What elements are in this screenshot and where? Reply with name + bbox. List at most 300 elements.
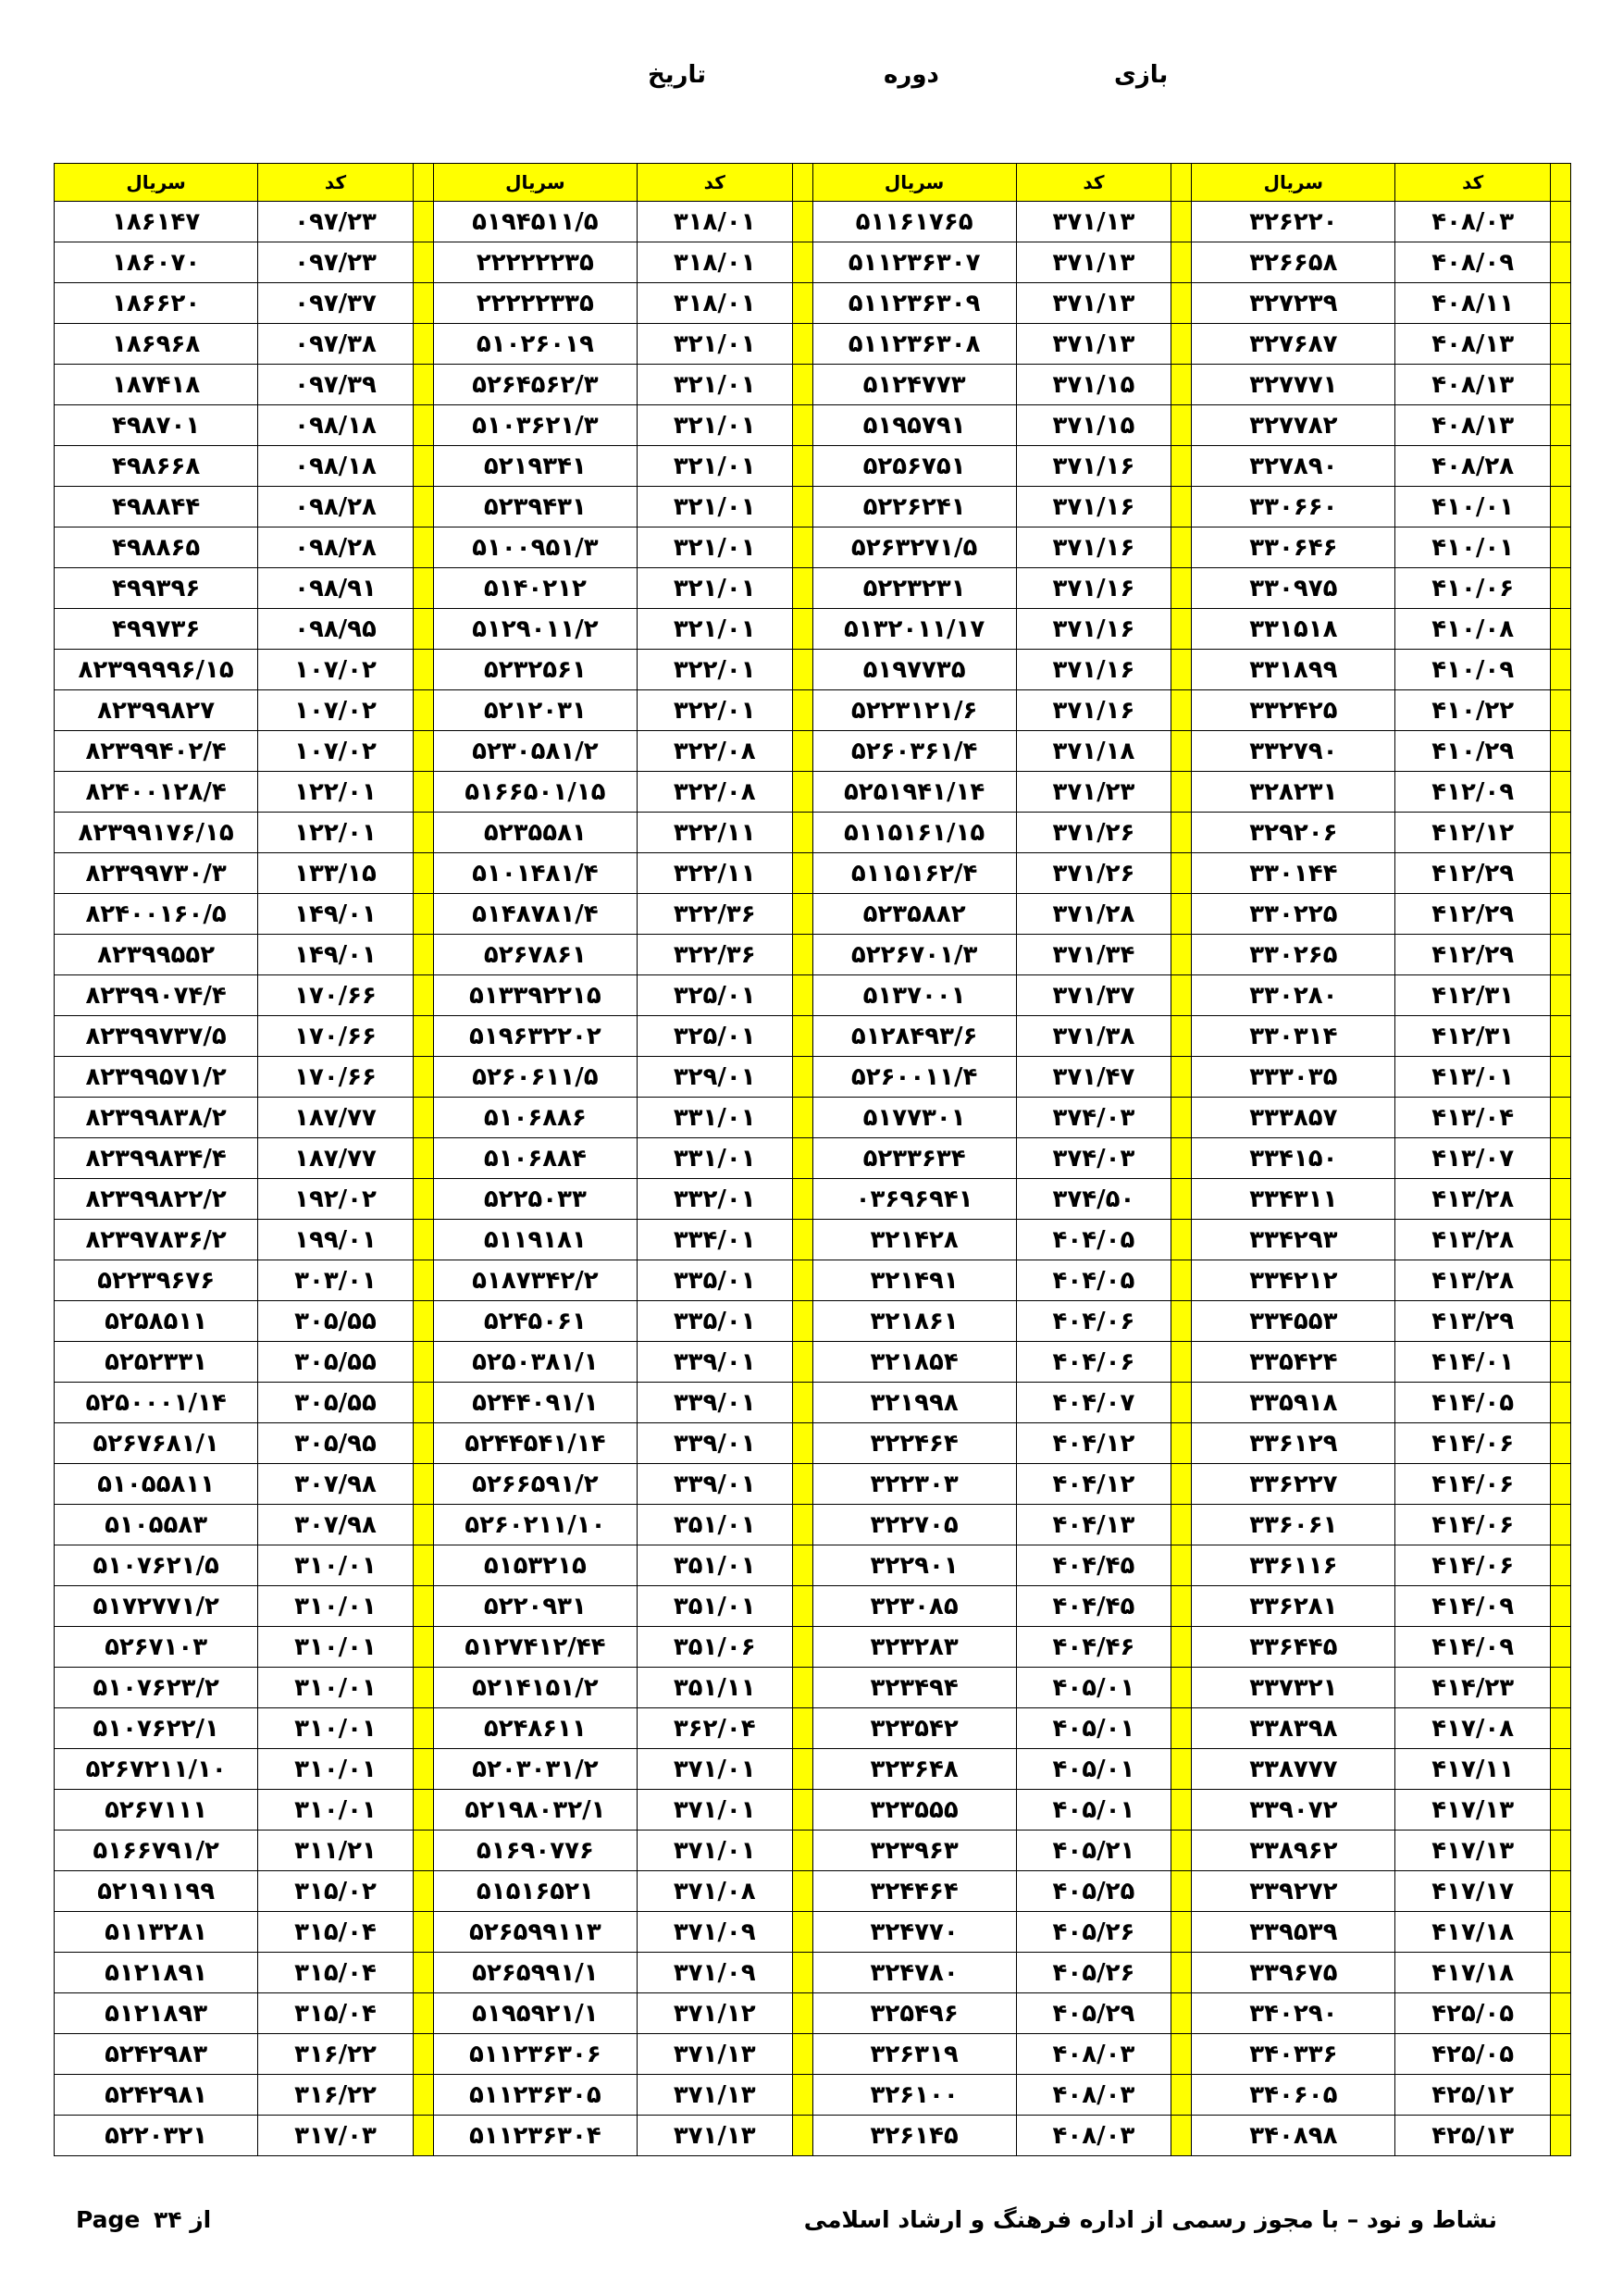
code-cell: ۴۰۴/۱۳ [1016, 1505, 1171, 1545]
code-cell: ۳۱۰/۰۱ [258, 1790, 414, 1831]
code-cell: ۴۱۷/۱۳ [1395, 1831, 1551, 1871]
table-row [55, 935, 1571, 975]
serial-cell: ۳۳۶۲۸۱ [1192, 1586, 1395, 1627]
table-row [55, 283, 1571, 324]
code-cell: ۴۰۸/۲۸ [1395, 446, 1551, 487]
code-cell: ۳۷۱/۱۶ [1016, 446, 1171, 487]
code-cell: ۰۹۸/۹۵ [258, 609, 414, 650]
separator-cell [1550, 1831, 1570, 1871]
code-cell: ۴۰۴/۴۵ [1016, 1545, 1171, 1586]
code-cell: ۳۷۱/۱۵ [1016, 405, 1171, 446]
serial-cell: ۸۲۳۹۹۸۲۲/۲ [55, 1179, 258, 1220]
serial-cell: ۳۳۶۰۶۱ [1192, 1505, 1395, 1545]
code-cell: ۴۰۴/۴۶ [1016, 1627, 1171, 1668]
table-row [55, 1505, 1571, 1545]
serial-cell: ۳۳۰۹۷۵ [1192, 568, 1395, 609]
separator-cell [792, 772, 812, 813]
code-header: کد [258, 164, 414, 202]
code-cell: ۴۱۰/۲۲ [1395, 690, 1551, 731]
code-cell: ۳۷۱/۱۶ [1016, 650, 1171, 690]
serial-cell: ۸۲۳۹۹۹۹۶/۱۵ [55, 650, 258, 690]
separator-cell [1550, 1464, 1570, 1505]
serial-cell: ۵۱۲۱۸۹۱ [55, 1953, 258, 1993]
serial-cell: ۱۸۶۱۴۷ [55, 202, 258, 242]
serial-cell: ۳۲۴۷۷۰ [812, 1912, 1016, 1953]
code-cell: ۳۲۱/۰۱ [637, 568, 792, 609]
code-cell: ۳۷۱/۱۳ [1016, 242, 1171, 283]
code-cell: ۰۹۸/۲۸ [258, 487, 414, 527]
serial-cell: ۵۱۶۹۰۷۷۶ [433, 1831, 637, 1871]
serial-cell: ۳۴۰۸۹۸ [1192, 2116, 1395, 2156]
separator-cell [1550, 1545, 1570, 1586]
serial-cell: ۱۸۶۹۶۸ [55, 324, 258, 365]
separator-cell [1550, 894, 1570, 935]
separator-cell [1550, 1342, 1570, 1383]
code-cell: ۴۰۸/۰۳ [1016, 2034, 1171, 2075]
separator-cell [792, 2116, 812, 2156]
code-cell: ۳۲۲/۳۶ [637, 935, 792, 975]
code-cell: ۱۸۷/۷۷ [258, 1138, 414, 1179]
separator-cell [1550, 365, 1570, 405]
separator-cell [1550, 1749, 1570, 1790]
serial-cell: ۳۲۷۲۳۹ [1192, 283, 1395, 324]
serial-header: سریال [1192, 164, 1395, 202]
separator-cell [792, 1708, 812, 1749]
separator-cell [792, 405, 812, 446]
separator-cell [413, 1464, 433, 1505]
serial-cell: ۵۲۳۵۸۸۲ [812, 894, 1016, 935]
serial-cell: ۵۱۱۵۱۶۲/۴ [812, 853, 1016, 894]
separator-cell [792, 1627, 812, 1668]
serial-cell: ۳۳۵۴۲۴ [1192, 1342, 1395, 1383]
serial-cell: ۵۲۳۰۵۸۱/۲ [433, 731, 637, 772]
serial-cell: ۵۱۰۷۶۲۳/۲ [55, 1668, 258, 1708]
separator-cell [1550, 1301, 1570, 1342]
code-cell: ۳۳۹/۰۱ [637, 1423, 792, 1464]
code-cell: ۳۲۱/۰۱ [637, 527, 792, 568]
code-cell: ۳۷۱/۱۳ [1016, 283, 1171, 324]
serial-cell: ۵۱۰۳۶۲۱/۳ [433, 405, 637, 446]
separator-cell [1171, 164, 1192, 202]
serial-cell: ۳۲۲۴۶۴ [812, 1423, 1016, 1464]
separator-cell [1171, 1138, 1192, 1179]
separator-cell [1171, 1545, 1192, 1586]
table-row [55, 1098, 1571, 1138]
code-cell: ۳۱۵/۰۴ [258, 1993, 414, 2034]
serial-cell: ۴۹۸۷۰۱ [55, 405, 258, 446]
separator-cell [413, 568, 433, 609]
separator-cell [1550, 1016, 1570, 1057]
serial-cell: ۳۴۰۲۹۰ [1192, 1993, 1395, 2034]
separator-cell [1550, 1138, 1570, 1179]
separator-cell [1550, 2034, 1570, 2075]
serial-header: سریال [55, 164, 258, 202]
code-cell: ۳۵۱/۰۱ [637, 1505, 792, 1545]
separator-cell [1171, 1464, 1192, 1505]
code-cell: ۳۲۱/۰۱ [637, 365, 792, 405]
serial-cell: ۵۲۶۰۰۱۱/۴ [812, 1057, 1016, 1098]
separator-cell [1171, 650, 1192, 690]
table-row [55, 1586, 1571, 1627]
code-cell: ۴۰۵/۰۱ [1016, 1790, 1171, 1831]
header-date-label: تاریخ [648, 61, 706, 89]
serial-cell: ۲۲۲۲۲۲۳۵ [433, 242, 637, 283]
separator-cell [1171, 935, 1192, 975]
code-cell: ۴۱۰/۰۱ [1395, 527, 1551, 568]
code-cell: ۰۹۸/۱۸ [258, 446, 414, 487]
table-row [55, 1749, 1571, 1790]
table-row [55, 527, 1571, 568]
code-cell: ۳۳۹/۰۱ [637, 1383, 792, 1423]
separator-cell [792, 1912, 812, 1953]
code-cell: ۳۰۷/۹۸ [258, 1464, 414, 1505]
separator-cell [413, 2034, 433, 2075]
code-header: کد [1016, 164, 1171, 202]
serial-cell: ۳۳۰۱۴۴ [1192, 853, 1395, 894]
table-row [55, 894, 1571, 935]
code-cell: ۴۰۴/۱۲ [1016, 1423, 1171, 1464]
separator-cell [792, 1423, 812, 1464]
separator-cell [413, 690, 433, 731]
separator-cell [792, 1749, 812, 1790]
code-cell: ۳۷۱/۱۵ [1016, 365, 1171, 405]
code-cell: ۳۲۱/۰۱ [637, 405, 792, 446]
serial-cell: ۸۲۳۹۹۸۲۷ [55, 690, 258, 731]
separator-cell [1171, 446, 1192, 487]
serial-cell: ۳۳۰۲۲۵ [1192, 894, 1395, 935]
serial-cell: ۵۱۰۶۸۸۶ [433, 1098, 637, 1138]
separator-cell [413, 1301, 433, 1342]
table-row [55, 1423, 1571, 1464]
code-cell: ۴۱۲/۲۹ [1395, 894, 1551, 935]
serial-cell: ۵۲۶۰۶۱۱/۵ [433, 1057, 637, 1098]
separator-cell [1171, 2075, 1192, 2116]
code-cell: ۴۱۷/۱۷ [1395, 1871, 1551, 1912]
code-cell: ۳۱۰/۰۱ [258, 1627, 414, 1668]
separator-cell [792, 365, 812, 405]
serial-cell: ۸۲۳۹۹۸۳۸/۲ [55, 1098, 258, 1138]
code-cell: ۴۱۰/۰۸ [1395, 609, 1551, 650]
separator-cell [792, 690, 812, 731]
serial-cell: ۳۲۴۴۶۴ [812, 1871, 1016, 1912]
code-cell: ۳۷۱/۰۹ [637, 1912, 792, 1953]
separator-cell [1550, 1790, 1570, 1831]
code-cell: ۴۱۳/۲۸ [1395, 1220, 1551, 1260]
separator-cell [1171, 1871, 1192, 1912]
code-cell: ۳۵۱/۱۱ [637, 1668, 792, 1708]
serial-cell: ۵۱۵۱۶۵۲۱ [433, 1871, 637, 1912]
code-cell: ۳۱۰/۰۱ [258, 1586, 414, 1627]
code-cell: ۴۱۴/۰۵ [1395, 1383, 1551, 1423]
separator-cell [413, 446, 433, 487]
separator-cell [1171, 1790, 1192, 1831]
code-cell: ۴۰۴/۰۵ [1016, 1220, 1171, 1260]
code-cell: ۳۲۲/۰۱ [637, 650, 792, 690]
separator-cell [413, 2116, 433, 2156]
serial-cell: ۵۱۲۹۰۱۱/۲ [433, 609, 637, 650]
separator-cell [1550, 609, 1570, 650]
separator-cell [1171, 1260, 1192, 1301]
separator-cell [1171, 1423, 1192, 1464]
serial-cell: ۵۱۱۲۳۶۳۰۷ [812, 242, 1016, 283]
serial-cell: ۵۲۶۰۲۱۱/۱۰ [433, 1505, 637, 1545]
serial-cell: ۵۱۰۷۶۲۲/۱ [55, 1708, 258, 1749]
serial-cell: ۵۱۱۵۱۶۱/۱۵ [812, 813, 1016, 853]
serial-cell: ۰۳۶۹۶۹۴۱ [812, 1179, 1016, 1220]
code-cell: ۴۰۴/۰۷ [1016, 1383, 1171, 1423]
separator-cell [413, 1708, 433, 1749]
separator-cell [792, 609, 812, 650]
separator-cell [792, 731, 812, 772]
code-cell: ۳۷۱/۳۴ [1016, 935, 1171, 975]
separator-cell [1171, 1993, 1192, 2034]
code-cell: ۳۱۵/۰۲ [258, 1871, 414, 1912]
separator-cell [413, 1179, 433, 1220]
separator-cell [1550, 527, 1570, 568]
table-row [55, 1220, 1571, 1260]
separator-cell [413, 1790, 433, 1831]
separator-cell [1171, 202, 1192, 242]
serial-cell: ۵۱۹۷۷۳۵ [812, 650, 1016, 690]
serial-cell: ۵۲۴۵۰۶۱ [433, 1301, 637, 1342]
separator-cell [413, 1505, 433, 1545]
code-cell: ۳۱۸/۰۱ [637, 283, 792, 324]
code-cell: ۱۷۰/۶۶ [258, 1016, 414, 1057]
serial-cell: ۵۲۰۳۰۳۱/۲ [433, 1749, 637, 1790]
code-cell: ۴۱۲/۲۹ [1395, 853, 1551, 894]
serial-cell: ۴۹۸۸۶۵ [55, 527, 258, 568]
serial-cell: ۳۳۶۱۱۶ [1192, 1545, 1395, 1586]
serial-cell: ۵۲۴۸۶۱۱ [433, 1708, 637, 1749]
code-cell: ۴۱۳/۲۹ [1395, 1301, 1551, 1342]
serial-cell: ۵۲۴۲۹۸۳ [55, 2034, 258, 2075]
serial-cell: ۵۲۱۹۳۴۱ [433, 446, 637, 487]
separator-cell [413, 853, 433, 894]
separator-cell [1550, 1586, 1570, 1627]
separator-cell [413, 813, 433, 853]
table-row [55, 1260, 1571, 1301]
separator-cell [792, 1953, 812, 1993]
code-cell: ۴۲۵/۰۵ [1395, 1993, 1551, 2034]
code-cell: ۴۰۴/۰۶ [1016, 1301, 1171, 1342]
code-cell: ۴۰۵/۲۵ [1016, 1871, 1171, 1912]
code-cell: ۱۳۳/۱۵ [258, 853, 414, 894]
header-period-label: دوره [884, 61, 939, 89]
separator-cell [1171, 487, 1192, 527]
serial-cell: ۳۳۰۶۴۶ [1192, 527, 1395, 568]
table-row [55, 813, 1571, 853]
serial-cell: ۸۲۴۰۰۱۶۰/۵ [55, 894, 258, 935]
code-cell: ۳۱۱/۲۱ [258, 1831, 414, 1871]
serial-cell: ۸۲۳۹۹۴۰۲/۴ [55, 731, 258, 772]
table-row [55, 324, 1571, 365]
serial-cell: ۵۱۲۱۸۹۳ [55, 1993, 258, 2034]
code-cell: ۴۱۴/۰۶ [1395, 1464, 1551, 1505]
serial-cell: ۵۲۶۶۵۹۱/۲ [433, 1464, 637, 1505]
code-cell: ۴۱۰/۰۶ [1395, 568, 1551, 609]
serial-cell: ۸۲۳۹۹۷۳۰/۳ [55, 853, 258, 894]
serial-cell: ۳۳۴۵۵۳ [1192, 1301, 1395, 1342]
serial-cell: ۳۲۹۲۰۶ [1192, 813, 1395, 853]
separator-cell [1550, 1953, 1570, 1993]
serial-cell: ۵۱۰۱۴۸۱/۴ [433, 853, 637, 894]
serial-cell: ۳۲۱۴۹۱ [812, 1260, 1016, 1301]
serial-cell: ۵۲۴۲۹۸۱ [55, 2075, 258, 2116]
serial-cell: ۵۱۰۷۶۲۱/۵ [55, 1545, 258, 1586]
separator-cell [1171, 1057, 1192, 1098]
table-row [55, 202, 1571, 242]
code-cell: ۱۴۹/۰۱ [258, 935, 414, 975]
serial-cell: ۳۲۱۸۶۱ [812, 1301, 1016, 1342]
separator-cell [1550, 283, 1570, 324]
separator-cell [1550, 1260, 1570, 1301]
serial-cell: ۵۲۶۷۸۶۱ [433, 935, 637, 975]
serial-cell: ۳۲۱۴۲۸ [812, 1220, 1016, 1260]
serial-cell: ۳۲۷۷۸۲ [1192, 405, 1395, 446]
serial-cell: ۳۲۴۷۸۰ [812, 1953, 1016, 1993]
separator-cell [413, 405, 433, 446]
code-cell: ۳۰۷/۹۸ [258, 1505, 414, 1545]
separator-cell [1171, 853, 1192, 894]
code-cell: ۳۲۱/۰۱ [637, 609, 792, 650]
code-cell: ۴۰۴/۰۶ [1016, 1342, 1171, 1383]
serial-cell: ۸۲۳۹۹۵۵۲ [55, 935, 258, 975]
code-cell: ۳۱۵/۰۴ [258, 1953, 414, 1993]
code-cell: ۳۷۱/۱۳ [1016, 324, 1171, 365]
code-cell: ۴۱۷/۰۸ [1395, 1708, 1551, 1749]
separator-cell [1550, 1220, 1570, 1260]
separator-cell [792, 1260, 812, 1301]
table-row [55, 1464, 1571, 1505]
code-cell: ۳۷۱/۱۶ [1016, 690, 1171, 731]
serial-cell: ۵۱۱۶۱۷۶۵ [812, 202, 1016, 242]
serial-cell: ۵۲۶۰۳۶۱/۴ [812, 731, 1016, 772]
separator-cell [1550, 813, 1570, 853]
separator-cell [413, 324, 433, 365]
separator-cell [413, 772, 433, 813]
serial-cell: ۸۲۳۹۹۸۳۴/۴ [55, 1138, 258, 1179]
separator-cell [1550, 2075, 1570, 2116]
serial-cell: ۳۳۶۱۲۹ [1192, 1423, 1395, 1464]
code-cell: ۳۵۱/۰۱ [637, 1586, 792, 1627]
serial-cell: ۵۱۰۲۶۰۱۹ [433, 324, 637, 365]
serial-cell: ۳۳۱۵۱۸ [1192, 609, 1395, 650]
separator-cell [1550, 690, 1570, 731]
code-cell: ۴۰۸/۱۳ [1395, 324, 1551, 365]
code-cell: ۴۱۳/۲۸ [1395, 1260, 1551, 1301]
code-cell: ۴۱۲/۰۹ [1395, 772, 1551, 813]
serial-cell: ۵۲۵۰۰۰۱/۱۴ [55, 1383, 258, 1423]
serial-cell: ۳۲۶۱۴۵ [812, 2116, 1016, 2156]
separator-cell [792, 324, 812, 365]
code-cell: ۳۰۵/۵۵ [258, 1342, 414, 1383]
code-cell: ۰۹۷/۳۷ [258, 283, 414, 324]
code-cell: ۴۰۵/۲۹ [1016, 1993, 1171, 2034]
code-cell: ۳۳۱/۰۱ [637, 1098, 792, 1138]
serial-cell: ۳۳۰۲۸۰ [1192, 975, 1395, 1016]
code-cell: ۴۱۷/۱۳ [1395, 1790, 1551, 1831]
serial-cell: ۳۲۱۸۵۴ [812, 1342, 1016, 1383]
code-cell: ۳۳۲/۰۱ [637, 1179, 792, 1220]
code-cell: ۴۱۳/۲۸ [1395, 1179, 1551, 1220]
separator-cell [413, 164, 433, 202]
separator-cell [792, 1831, 812, 1871]
serial-cell: ۵۲۶۵۹۹۱/۱ [433, 1953, 637, 1993]
code-cell: ۳۷۱/۰۱ [637, 1790, 792, 1831]
code-cell: ۴۰۴/۴۵ [1016, 1586, 1171, 1627]
serial-header: سریال [433, 164, 637, 202]
table-row [55, 1179, 1571, 1220]
code-cell: ۳۲۵/۰۱ [637, 975, 792, 1016]
separator-cell [413, 283, 433, 324]
serial-cell: ۵۱۰۰۹۵۱/۳ [433, 527, 637, 568]
serial-cell: ۵۱۶۶۷۹۱/۲ [55, 1831, 258, 1871]
serial-cell: ۵۱۳۲۰۱۱/۱۷ [812, 609, 1016, 650]
table-row [55, 1383, 1571, 1423]
separator-cell [792, 935, 812, 975]
separator-cell [1550, 1993, 1570, 2034]
table-row [55, 1993, 1571, 2034]
code-cell: ۱۹۹/۰۱ [258, 1220, 414, 1260]
serial-cell: ۸۲۳۹۹۱۷۶/۱۵ [55, 813, 258, 853]
serial-cell: ۵۲۳۲۵۶۱ [433, 650, 637, 690]
code-cell: ۳۰۵/۹۵ [258, 1423, 414, 1464]
separator-cell [413, 1138, 433, 1179]
code-cell: ۳۷۱/۱۲ [637, 1993, 792, 2034]
code-cell: ۳۱۰/۰۱ [258, 1668, 414, 1708]
code-cell: ۳۲۱/۰۱ [637, 446, 792, 487]
separator-cell [1550, 1057, 1570, 1098]
separator-cell [1550, 975, 1570, 1016]
separator-cell [1171, 2034, 1192, 2075]
code-cell: ۳۳۵/۰۱ [637, 1301, 792, 1342]
serial-cell: ۵۲۶۷۱۰۳ [55, 1627, 258, 1668]
separator-cell [792, 813, 812, 853]
serial-cell: ۳۲۳۲۸۳ [812, 1627, 1016, 1668]
separator-cell [1171, 283, 1192, 324]
code-cell: ۳۳۵/۰۱ [637, 1260, 792, 1301]
serial-cell: ۳۳۴۲۹۳ [1192, 1220, 1395, 1260]
serial-cell: ۳۲۳۵۵۵ [812, 1790, 1016, 1831]
table-row [55, 650, 1571, 690]
separator-cell [792, 1993, 812, 2034]
separator-cell [792, 853, 812, 894]
serial-cell: ۳۲۶۳۱۹ [812, 2034, 1016, 2075]
code-cell: ۳۱۰/۰۱ [258, 1708, 414, 1749]
code-cell: ۳۷۱/۲۳ [1016, 772, 1171, 813]
serial-cell: ۵۱۱۲۳۶۳۰۸ [812, 324, 1016, 365]
separator-cell [413, 1423, 433, 1464]
code-cell: ۳۷۱/۰۹ [637, 1953, 792, 1993]
serial-cell: ۵۱۰۵۵۸۳ [55, 1505, 258, 1545]
separator-cell [1171, 405, 1192, 446]
code-cell: ۳۱۶/۲۲ [258, 2075, 414, 2116]
code-cell: ۰۹۸/۱۸ [258, 405, 414, 446]
code-cell: ۳۲۲/۰۸ [637, 772, 792, 813]
code-cell: ۳۱۰/۰۱ [258, 1749, 414, 1790]
serial-cell: ۵۱۲۷۴۱۲/۴۴ [433, 1627, 637, 1668]
separator-cell [792, 1179, 812, 1220]
code-cell: ۴۱۴/۰۹ [1395, 1586, 1551, 1627]
serial-cell: ۳۳۶۲۲۷ [1192, 1464, 1395, 1505]
serial-cell: ۳۳۹۲۷۲ [1192, 1871, 1395, 1912]
code-cell: ۱۴۹/۰۱ [258, 894, 414, 935]
serial-cell: ۳۲۲۳۰۳ [812, 1464, 1016, 1505]
table-row [55, 405, 1571, 446]
serial-cell: ۳۳۹۰۷۲ [1192, 1790, 1395, 1831]
serial-cell: ۸۲۳۹۹۷۳۷/۵ [55, 1016, 258, 1057]
separator-cell [1171, 690, 1192, 731]
